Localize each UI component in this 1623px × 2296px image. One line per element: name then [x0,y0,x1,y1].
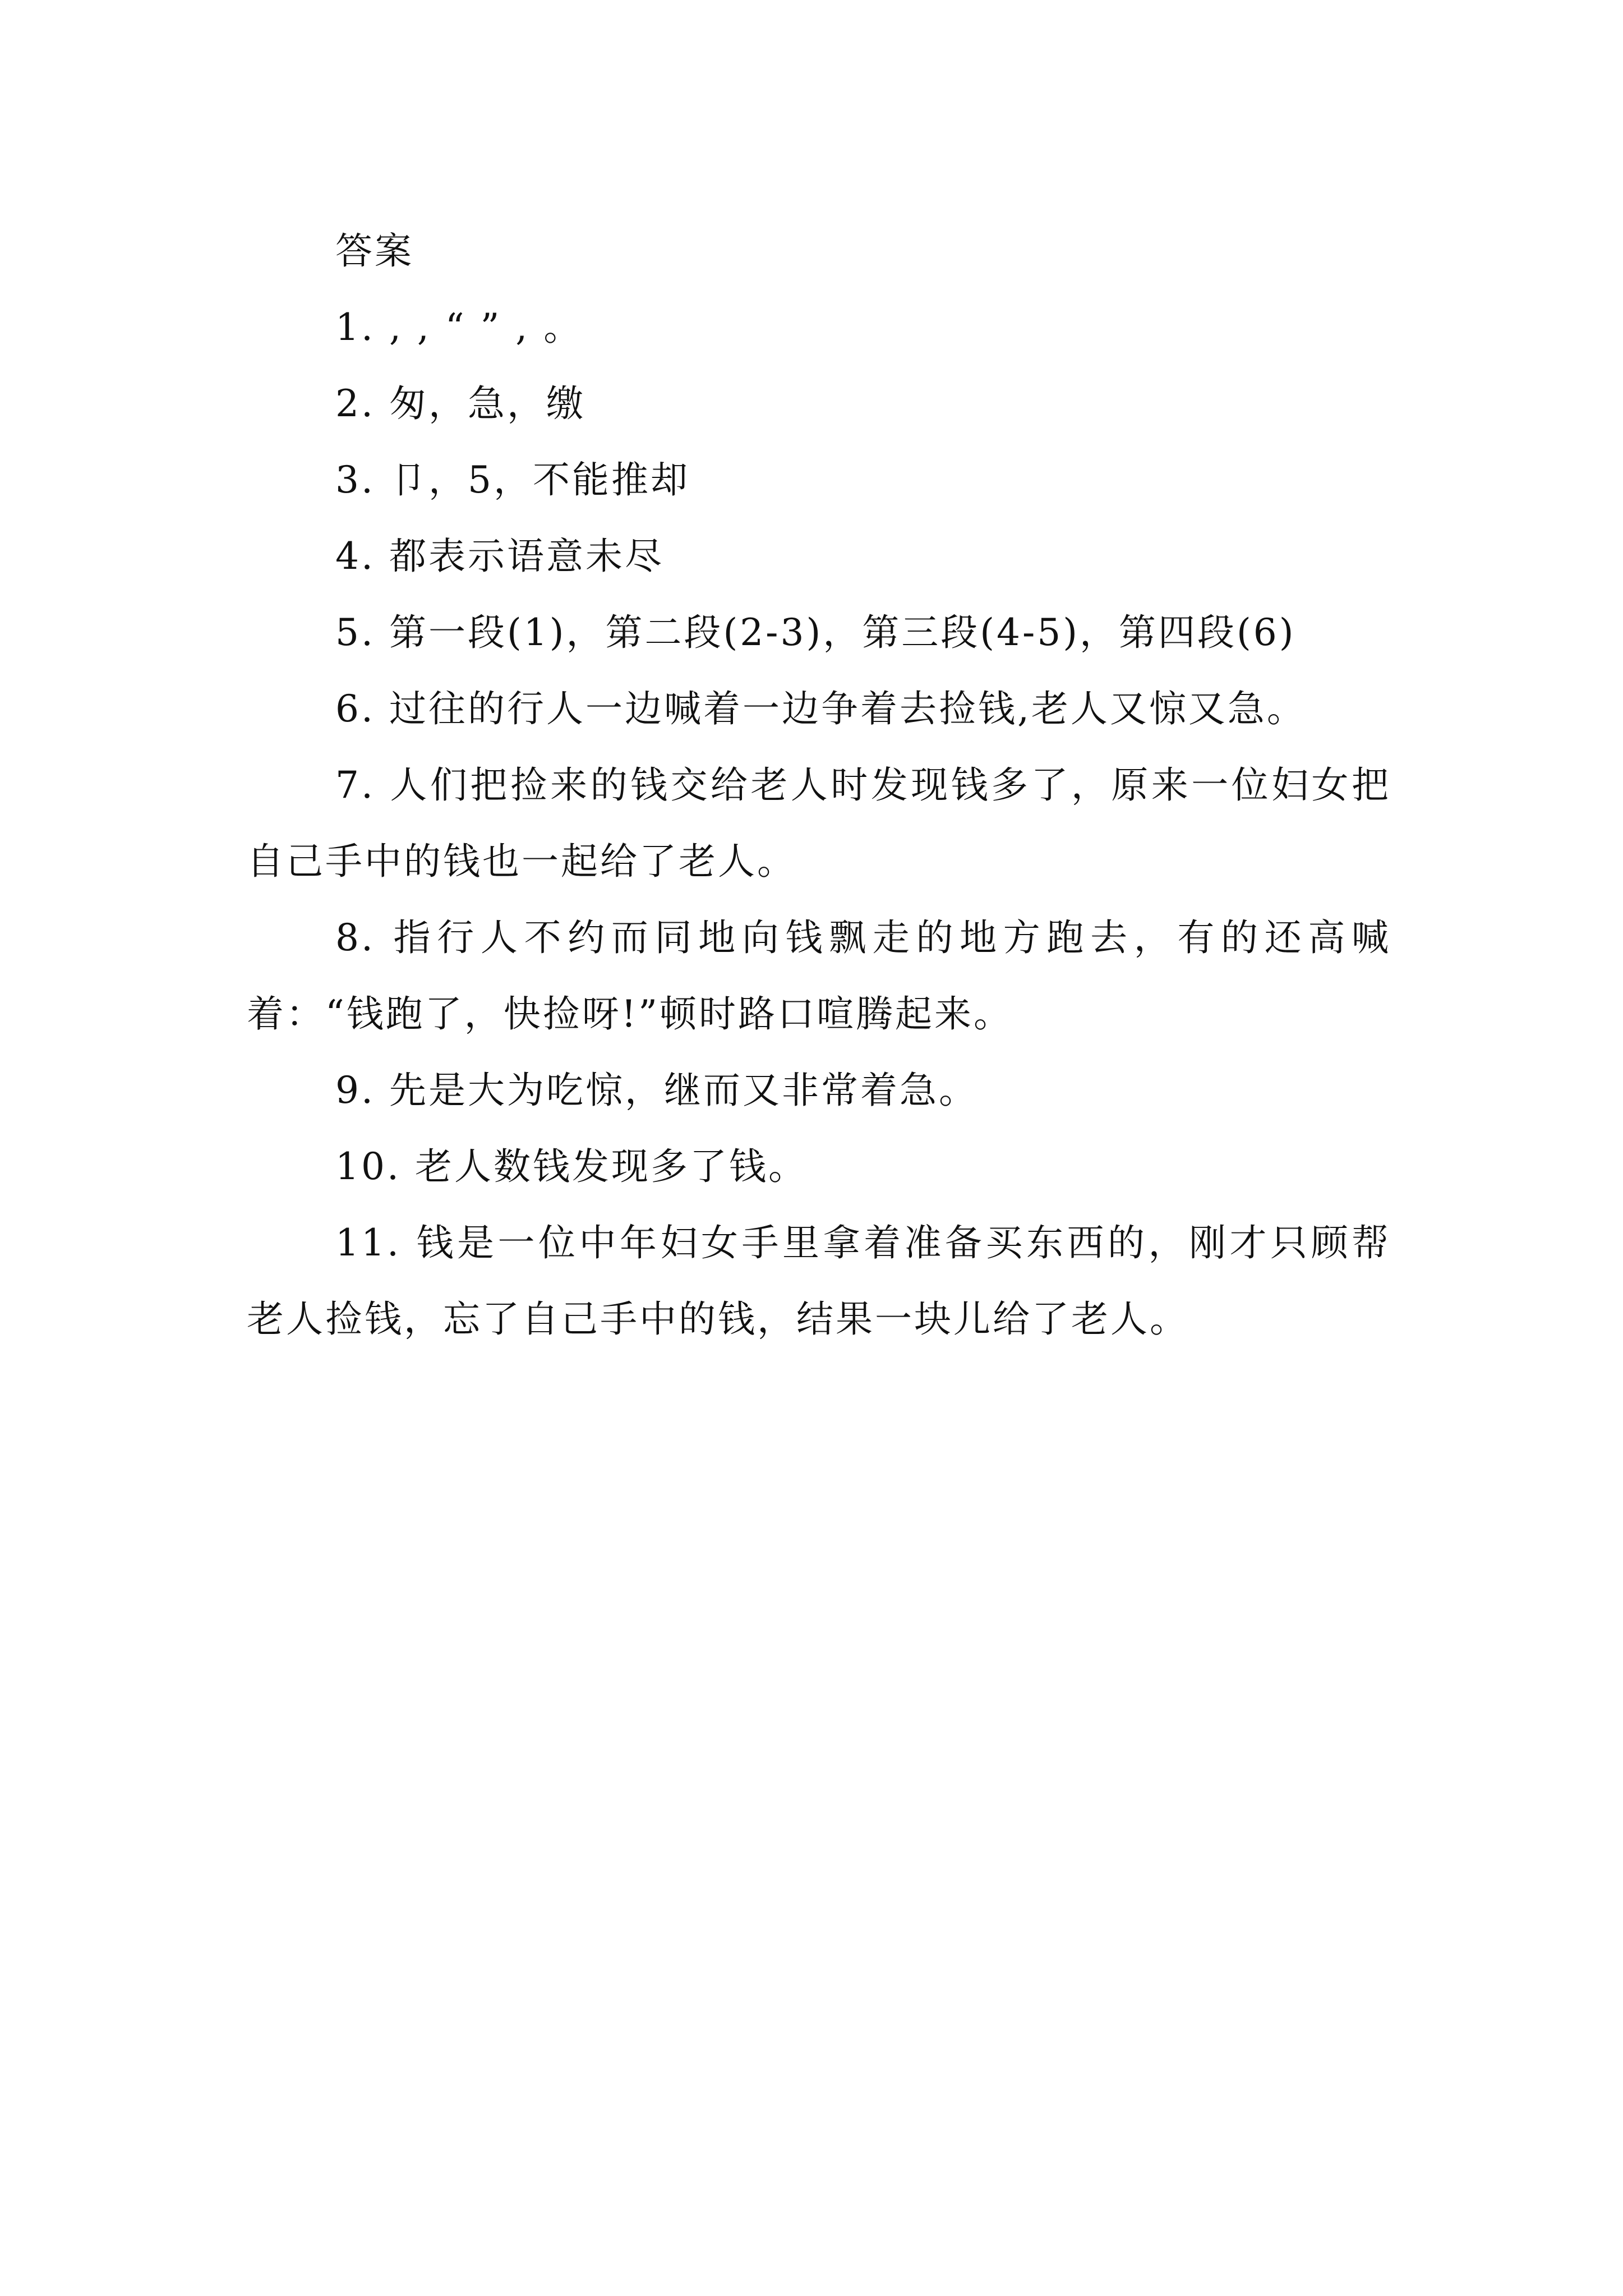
answer-7: 7. 人们把捡来的钱交给老人时发现钱多了，原来一位妇女把自己手中的钱也一起给了老人。 [247,763,1391,883]
answer-2: 2. 匆，急，缴 [335,382,585,425]
answer-5: 5. 第一段(1)，第二段(2-3)，第三段(4-5)，第四段(6) [335,611,1296,654]
section-heading: 答案 [335,229,414,273]
answer-section [247,213,1391,1358]
answer-9: 9. 先是大为吃惊，继而又非常着急。 [335,1069,978,1112]
answer-3: 3. 卩，5，不能推却 [335,458,690,501]
answer-1: 1. , , “ ” , 。 [335,306,583,349]
answer-10: 10. 老人数钱发现多了钱。 [335,1145,808,1188]
answer-6: 6. 过往的行人一边喊着一边争着去捡钱,老人又惊又急。 [335,687,1306,730]
answer-8: 8. 指行人不约而同地向钱飘走的地方跑去，有的还高喊着：“钱跑了，快捡呀!”顿时路口喧腾起来。 [247,916,1391,1036]
answer-11: 11. 钱是一位中年妇女手里拿着准备买东西的，刚才只顾帮老人捡钱，忘了自己手中的钱，结果一块儿给了老人。 [247,1221,1391,1341]
answer-4: 4. 都表示语意未尽 [335,535,664,578]
